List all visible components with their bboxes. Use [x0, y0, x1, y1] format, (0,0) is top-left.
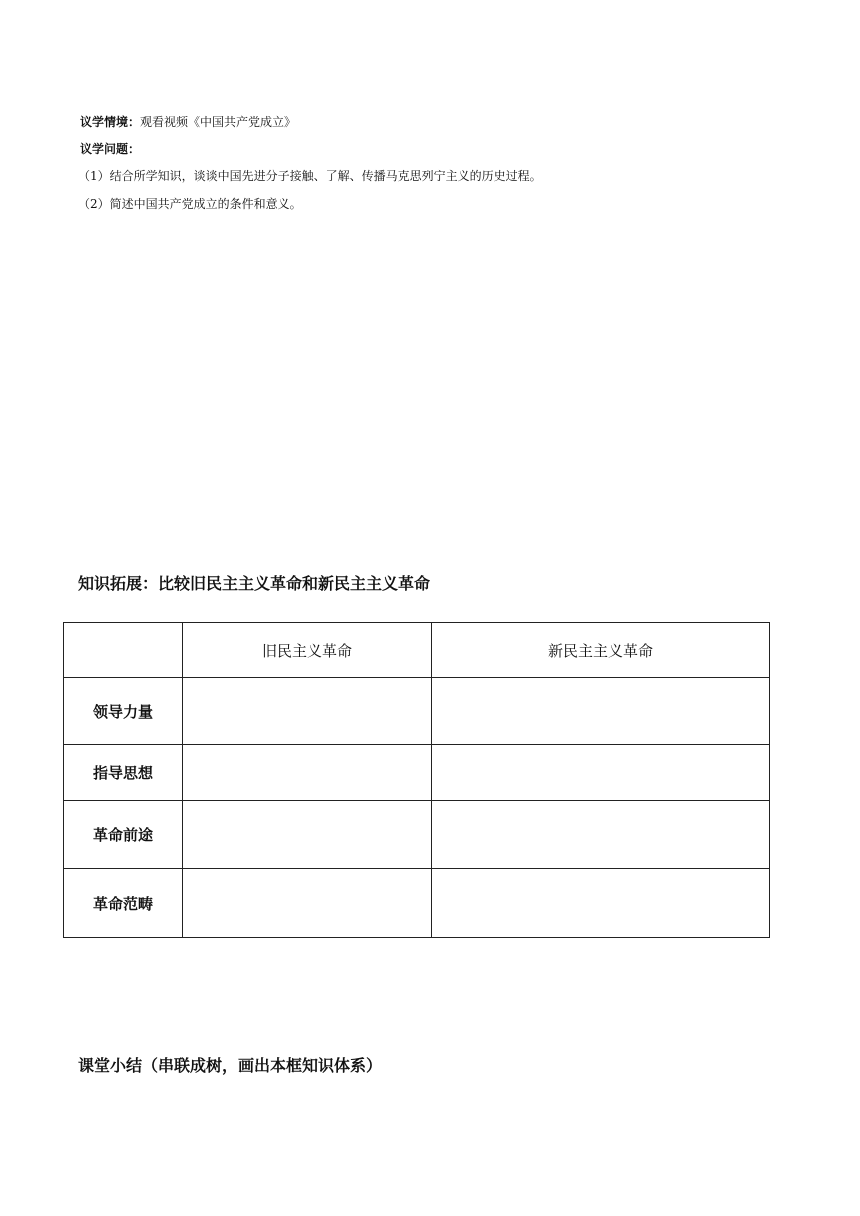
- table-row: [64, 678, 770, 745]
- questions-label: 议学问题：: [80, 142, 141, 156]
- situation-text: 观看视频《中国共产党成立》: [140, 115, 297, 129]
- cell-new: [432, 801, 770, 869]
- question-item: （2）简述中国共产党成立的条件和意义。: [78, 197, 302, 211]
- row-label: 革命前途: [64, 801, 183, 869]
- situation-line: [80, 114, 296, 130]
- column-header-old: 旧民主义革命: [183, 623, 432, 678]
- table-row: [64, 869, 770, 938]
- question-item: （1）结合所学知识，谈谈中国先进分子接触、了解、传播马克思列宁主义的历史过程。: [78, 169, 542, 183]
- table-corner-cell: [64, 623, 183, 678]
- extension-heading: 知识拓展：比较旧民主主义革命和新民主主义革命: [78, 574, 431, 593]
- comparison-table: [63, 622, 770, 938]
- cell-old: [183, 801, 432, 869]
- table-row: [64, 801, 770, 869]
- column-header-new: 新民主主义革命: [432, 623, 770, 678]
- cell-old: [183, 678, 432, 745]
- row-label: 领导力量: [64, 678, 183, 745]
- table-header-row: [64, 623, 770, 678]
- cell-old: [183, 745, 432, 801]
- table-row: [64, 745, 770, 801]
- summary-heading: 课堂小结（串联成树，画出本框知识体系）: [78, 1056, 383, 1075]
- cell-old: [183, 869, 432, 938]
- situation-label: 议学情境：: [80, 115, 141, 129]
- row-label: 指导思想: [64, 745, 183, 801]
- cell-new: [432, 745, 770, 801]
- questions-label-line: [80, 141, 140, 157]
- cell-new: [432, 869, 770, 938]
- row-label: 革命范畴: [64, 869, 183, 938]
- cell-new: [432, 678, 770, 745]
